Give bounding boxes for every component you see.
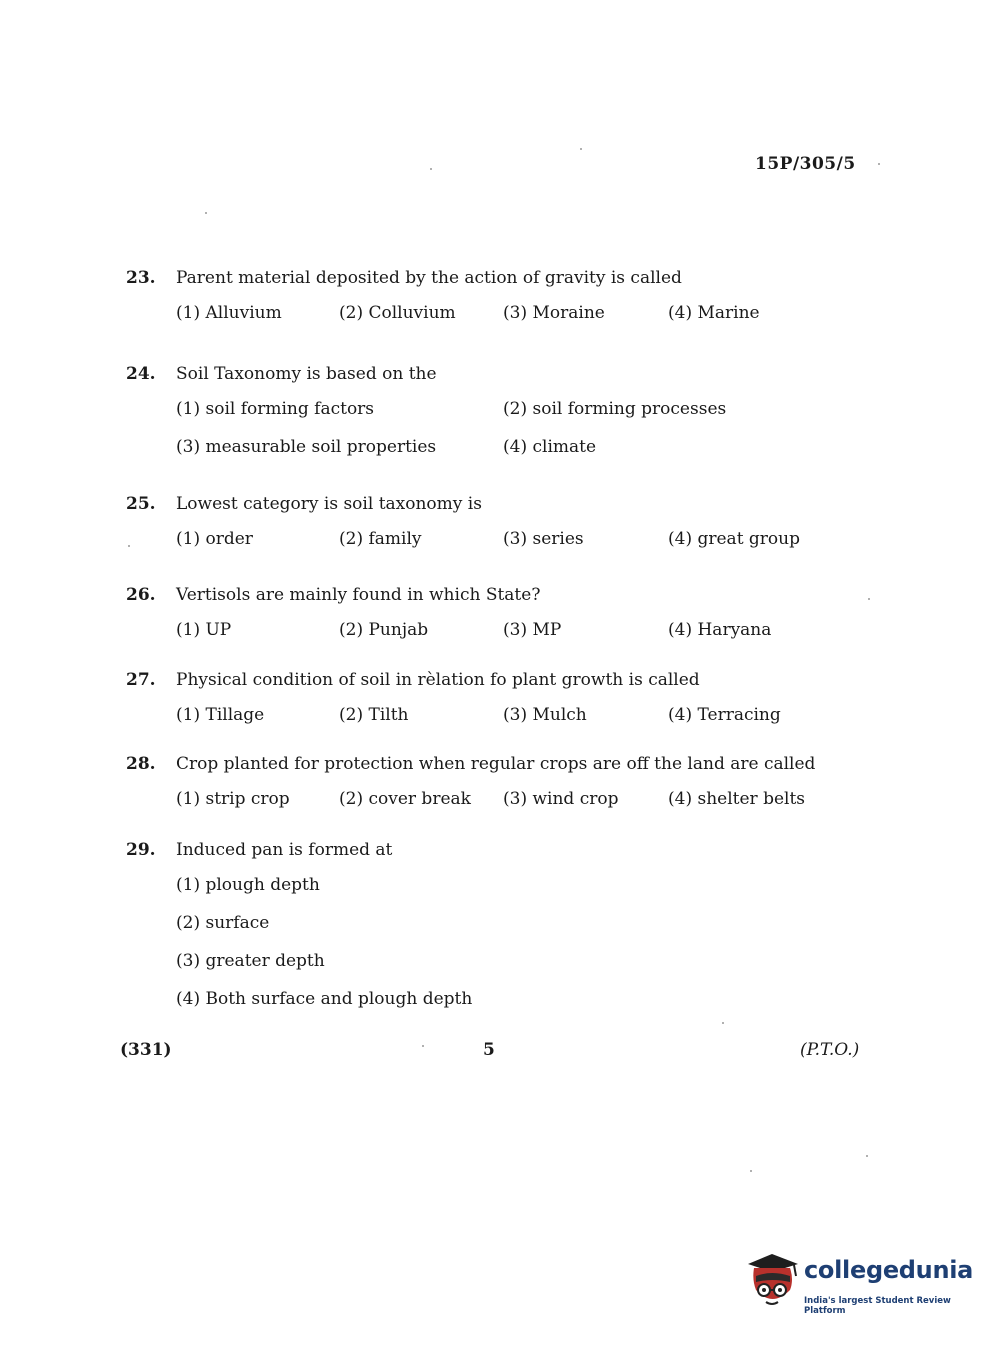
logo-wordmark: collegedunia	[804, 1256, 974, 1284]
question-text: Vertisols are mainly found in which State?	[176, 585, 541, 605]
footer-code: (331)	[120, 1040, 172, 1060]
option: (3) Moraine	[503, 303, 605, 323]
scan-speck	[205, 212, 207, 214]
scan-speck	[422, 1045, 424, 1047]
question-number: 28.	[126, 754, 156, 774]
scan-speck	[722, 1022, 724, 1024]
scan-speck	[580, 148, 582, 150]
logo-tagline: India's largest Student Review Platform	[804, 1296, 951, 1316]
option: (2) Punjab	[339, 620, 429, 640]
option: (2) surface	[176, 913, 270, 933]
question-number: 23.	[126, 268, 156, 288]
please-turn-over: (P.T.O.)	[800, 1040, 860, 1060]
option: (2) family	[339, 529, 422, 549]
question-text: Soil Taxonomy is based on the	[176, 364, 437, 384]
option: (4) shelter belts	[668, 789, 806, 809]
option: (3) series	[503, 529, 584, 549]
option: (2) Colluvium	[339, 303, 456, 323]
page-number: 5	[483, 1040, 495, 1060]
scan-speck	[868, 598, 870, 600]
question-text: Induced pan is formed at	[176, 840, 393, 860]
option: (4) Terracing	[668, 705, 781, 725]
option: (1) plough depth	[176, 875, 320, 895]
option: (2) soil forming processes	[503, 399, 727, 419]
scan-speck	[878, 163, 880, 165]
option: (3) MP	[503, 620, 562, 640]
question-number: 24.	[126, 364, 156, 384]
question-number: 27.	[126, 670, 156, 690]
option: (4) Marine	[668, 303, 760, 323]
question-text: Physical condition of soil in rèlation fo plant growth is called	[176, 670, 700, 690]
option: (4) Haryana	[668, 620, 772, 640]
option: (3) greater depth	[176, 951, 325, 971]
scan-speck	[128, 545, 130, 547]
option: (3) wind crop	[503, 789, 619, 809]
option: (1) order	[176, 529, 253, 549]
option: (4) climate	[503, 437, 597, 457]
option: (1) UP	[176, 620, 232, 640]
question-text: Crop planted for protection when regular crops are off the land are called	[176, 754, 816, 774]
option: (1) strip crop	[176, 789, 290, 809]
option: (4) Both surface and plough depth	[176, 989, 473, 1009]
question-text: Parent material deposited by the action of gravity is called	[176, 268, 682, 288]
question-number: 29.	[126, 840, 156, 860]
option: (1) Alluvium	[176, 303, 282, 323]
question-number: 26.	[126, 585, 156, 605]
option: (3) measurable soil properties	[176, 437, 437, 457]
question-number: 25.	[126, 494, 156, 514]
option: (2) cover break	[339, 789, 471, 809]
option: (1) Tillage	[176, 705, 265, 725]
scan-speck	[430, 168, 432, 170]
mascot-icon	[744, 1250, 802, 1314]
scan-speck	[750, 1170, 752, 1172]
paper-code: 15P/305/5	[755, 154, 856, 174]
option: (3) Mulch	[503, 705, 587, 725]
collegedunia-logo	[744, 1250, 974, 1320]
option: (1) soil forming factors	[176, 399, 375, 419]
scan-speck	[866, 1155, 868, 1157]
option: (4) great group	[668, 529, 800, 549]
question-text: Lowest category is soil taxonomy is	[176, 494, 482, 514]
option: (2) Tilth	[339, 705, 409, 725]
